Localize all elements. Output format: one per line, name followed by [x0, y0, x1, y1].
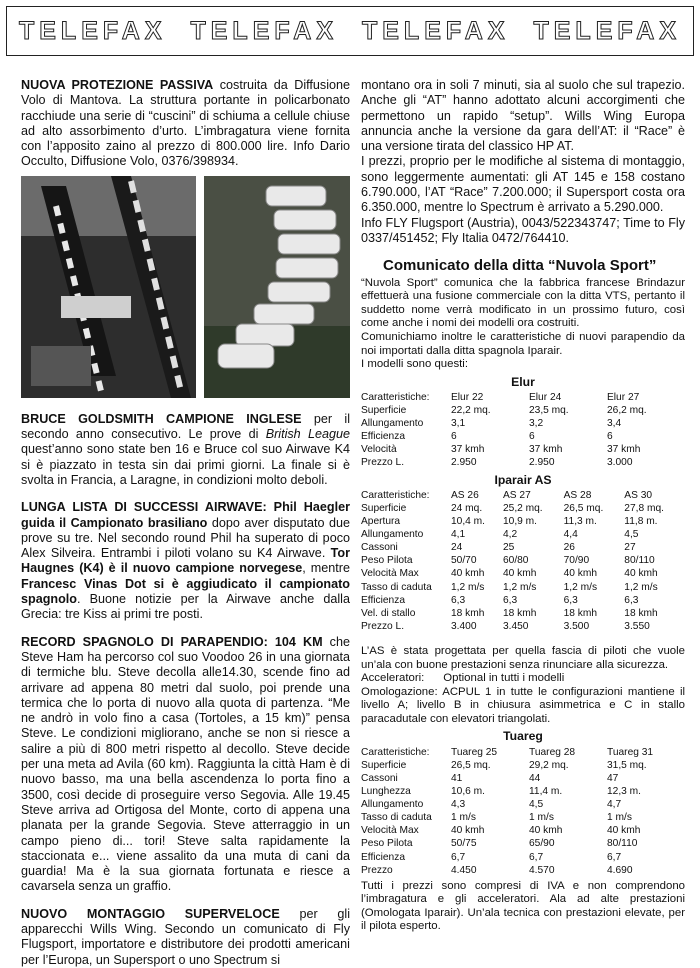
table-cell: 4,3 — [451, 799, 466, 811]
table-row — [361, 567, 685, 580]
article-headline: LUNGA LISTA DI SUCCESSI AIRWAVE: Phil Haegler guida il Campionato brasiliano — [21, 500, 350, 530]
article-text: che Steve Ham ha percorso col suo Voodoo 26 in una giornata di termiche blu. Steve decolla alle14.30, scende fino ad arrivare ad appena 80 metri dal suolo, poi prende una termica che lo porta di nuovo alla quota di partenza. “Me ne andrò in volo fino a casa (Tortoles, a 15 km)” pensa Steve. Le condizioni migliorano, anche se non si riesce a salire a più di 800 metri rispetto al decollo. Steve decide per una meta ad Avila (60 km). Raggiunta la città Ham è di nuovo basso, ma una bella ascendenza lo porta fino a 3500, così decide di proseguire verso Segovia. Alle 19.45 Steve arriva ad Ortigosa del Monte, corto di appena una planata per la grande Segovia. Steve atterraggio in un campo pieno di... tori! Steve salta rapidamente la staccionata e... viene assalito da una muta di cani da guardia! Ma è la sua giornata fortunata e riesce a cavarsela senza un graffio. — [21, 634, 350, 894]
row-label: Velocità — [361, 444, 397, 456]
article-bold: Francesc Vinas Dot si è aggiudicato il campionato spagnolo — [21, 576, 350, 607]
table-cell: 37 kmh — [607, 444, 641, 456]
table-cell: AS 26 — [451, 489, 479, 501]
table-cell: 6,3 — [624, 594, 639, 606]
table-cell: 3.550 — [624, 620, 650, 632]
paragraph: Acceleratori: Optional in tutti i modelli — [361, 672, 565, 685]
row-label: Allungamento — [361, 529, 424, 541]
table-row — [361, 417, 685, 430]
table-cell: 6,3 — [563, 594, 578, 606]
harness-photo — [21, 176, 196, 398]
table-row — [361, 824, 685, 837]
table-cell: 37 kmh — [529, 444, 563, 456]
table-cell: AS 27 — [502, 489, 531, 501]
table-cell: 70/90 — [563, 555, 590, 567]
table-row — [361, 811, 685, 824]
row-label: Vel. di stallo — [361, 607, 416, 619]
table-cell: 29,2 mq. — [529, 759, 569, 771]
table-cell: 41 — [451, 772, 463, 784]
table-cell: 3,2 — [529, 418, 544, 430]
article-headline: BRUCE GOLDSMITH CAMPIONE INGLESE — [21, 411, 302, 426]
row-label: Peso Pilota — [361, 838, 413, 850]
table-cell: 6,7 — [529, 851, 544, 863]
table-cell: 40 kmh — [607, 825, 641, 837]
iparair-table — [361, 489, 685, 633]
table-row — [361, 620, 685, 633]
table-row — [361, 581, 685, 594]
table-cell: 11,8 m. — [624, 516, 658, 528]
table-cell: 26,5 mq. — [451, 759, 491, 771]
paragraph: montano ora in soli 7 minuti, sia al suolo che sul trapezio. Anche gli “AT” hanno adottato alcuni accorgimenti che permettono un rapido “setup”. Wills Wing Europa annuncia anche la versione da gara dell’AT: il “Race” è una versione tirata del classico HP AT. — [361, 78, 685, 154]
table-title: Iparair AS — [494, 472, 552, 487]
masthead-word: TELEFAX — [533, 16, 681, 45]
table-cell: 3.450 — [502, 620, 529, 632]
table-cell: 47 — [607, 772, 619, 784]
table-cell: 4,5 — [529, 799, 544, 811]
table-row — [361, 864, 685, 877]
article-text: quest’anno sono state ben 16 e Bruce col suo Airwave K4 si è piazzato in testa sin dai primi giorni. La finale si è svolta in Francia, a Laragne, in condizioni molto deboli. — [21, 442, 350, 487]
table-cell: 50/75 — [451, 838, 477, 850]
row-label: Tasso di caduta — [361, 581, 432, 593]
tuareg-table — [361, 746, 685, 877]
table-cell: 1 m/s — [451, 812, 476, 824]
article-goldsmith — [21, 412, 350, 488]
table-cell: 80/110 — [607, 838, 638, 850]
table-cell: 1,2 m/s — [624, 581, 658, 593]
table-row — [361, 541, 685, 554]
row-label: Allungamento — [361, 799, 424, 811]
table-cell: 26 — [563, 542, 575, 554]
paragraph: Tutti i prezzi sono compresi di IVA e non comprendono l’imbragatura e gli acceleratori. Ala ad alte prestazioni (Omologata Iparair). Un’ala tecnica con prestazioni elevate, per il pilota esperto. — [361, 879, 685, 932]
table-cell: 1,2 m/s — [502, 581, 537, 593]
table-cell: 6,7 — [607, 851, 622, 863]
table-cell: Tuareg 28 — [529, 746, 576, 758]
table-cell: 24 mq. — [451, 502, 483, 514]
table-cell: 60/80 — [502, 555, 529, 567]
article-headline: NUOVO MONTAGGIO SUPERVELOCE — [21, 906, 280, 921]
table-cell: 10,6 m. — [451, 786, 485, 798]
row-label: Cassoni — [361, 772, 398, 784]
table-row — [361, 443, 685, 456]
table-cell: 3.400 — [451, 620, 477, 632]
table-cell: 18 kmh — [451, 607, 485, 619]
article-text: . Buone notizie per la Airwave anche dalla Grecia: tre Kiss ai primi tre posti. — [21, 592, 350, 622]
row-label: Cassoni — [361, 542, 398, 554]
table-cell: 4,5 — [624, 529, 639, 541]
paragraph: Comunichiamo inoltre le caratteristiche di nuovi parapendio da noi importati dalla ditta spagnola Iparair. — [361, 330, 685, 357]
article-record — [21, 635, 350, 895]
table-cell: 4.690 — [607, 864, 633, 876]
table-cell: 12,3 m. — [607, 786, 641, 798]
table-cell: 4,4 — [563, 529, 578, 541]
row-label: Superficie — [361, 759, 407, 771]
table-cell: 18 kmh — [502, 607, 537, 619]
paragraph: “Nuvola Sport” comunica che la fabbrica francese Brindazur effettuerà una fusione commerciale con la ditta VTS, pertanto il suddetto nome verrà modificato in un prossimo futuro, così come anche i nomi dei modelli ora costruiti. — [361, 276, 685, 330]
article-airwave — [21, 500, 350, 622]
row-label: Superficie — [361, 502, 407, 514]
table-row — [361, 489, 685, 502]
table-cell: AS 30 — [624, 489, 653, 501]
table-cell: 6 — [451, 431, 457, 443]
table-cell: 24 — [451, 542, 463, 554]
table-cell: 6,3 — [451, 594, 466, 606]
masthead-word: TELEFAX — [18, 16, 167, 45]
table-cell: 40 kmh — [624, 568, 658, 580]
article-text: , mentre — [302, 561, 350, 576]
table-cell: 65/90 — [529, 838, 555, 850]
table-cell: 6,3 — [502, 594, 518, 606]
table-cell: 2.950 — [529, 457, 555, 469]
table-cell: 40 kmh — [451, 825, 485, 837]
row-label: Prezzo L. — [361, 457, 405, 469]
table-row — [361, 746, 685, 759]
right-column — [361, 78, 685, 933]
masthead-word: TELEFAX — [190, 16, 338, 45]
table-cell: 25,2 mq. — [502, 502, 543, 514]
row-label: Allungamento — [361, 418, 424, 430]
left-column — [21, 78, 350, 968]
table-cell: 18 kmh — [563, 607, 598, 619]
article-italic: British League — [265, 427, 350, 442]
table-cell: 44 — [529, 772, 541, 784]
row-label: Efficienza — [361, 431, 405, 443]
row-label: Apertura — [361, 516, 401, 528]
article-text: per il secondo anno consecutivo. Le prove di — [21, 411, 350, 442]
foam-cushion-photo — [204, 176, 350, 398]
table-cell: 1 m/s — [529, 812, 554, 824]
table-cell: 6 — [529, 431, 535, 443]
table-row — [361, 837, 685, 850]
table-row — [361, 785, 685, 798]
row-label: Lunghezza — [361, 786, 411, 798]
photo-strip — [21, 176, 350, 398]
table-row — [361, 456, 685, 469]
table-cell: 40 kmh — [563, 568, 598, 580]
table-cell: 10,4 m. — [451, 516, 485, 528]
table-cell: 4,1 — [451, 529, 466, 541]
table-row — [361, 515, 685, 528]
table-row — [361, 594, 685, 607]
table-cell: 3.000 — [607, 457, 633, 469]
article-headline: RECORD SPAGNOLO DI PARAPENDIO: 104 KM — [21, 634, 323, 649]
article-text: per gli apparecchi Wills Wing. Secondo un comunicato di Fly Flugsport, importatore e distributore dei prodotti americani per l’Europa, un Supersport o uno Spectrum si — [21, 906, 350, 967]
table-cell: 40 kmh — [502, 568, 537, 580]
table-cell: 40 kmh — [451, 568, 485, 580]
article-text: costruita da Diffusione Volo di Mantova. La struttura portante in policarbonato racchiude una serie di “cuscini” di schiuma a cellule chiuse ad alto assorbimento d’urto. L’imbragatura viene fornita con l’apposito zaino al prezzo di 800.000 lire. Info Dario Occulto, Diffusione Volo, 0376/398934. — [21, 78, 350, 169]
row-label: Caratteristiche: — [361, 489, 430, 501]
table-row — [361, 554, 685, 567]
table-cell: 26,5 mq. — [563, 502, 604, 514]
table-cell: 3,4 — [607, 418, 622, 430]
paragraph: I prezzi, proprio per le modifiche al sistema di montaggio, sono leggermente aumentati: gli AT 145 e 158 costano 6.790.000, l’AT “Race” 7.200.000; il Supersport costa ora 6.350.000, mentre lo Spectrum è arrivato a 5.290.000. — [361, 154, 685, 215]
table-cell: 25 — [502, 542, 515, 554]
table-title: Tuareg — [503, 729, 543, 744]
table-cell: 50/70 — [451, 555, 477, 567]
table-row — [361, 404, 685, 417]
paragraph: Info FLY Flugsport (Austria), 0043/522343747; Time to Fly 0337/451452; Fly Italia 0472/764410. — [361, 215, 685, 245]
table-row — [361, 391, 685, 404]
table-row — [361, 851, 685, 864]
article-bold: Tor Haugnes (K4) è il nuovo campione norvegese — [21, 546, 350, 576]
table-cell: 3.500 — [563, 620, 590, 632]
table-cell: 22,2 mq. — [451, 405, 491, 417]
table-cell: 23,5 mq. — [529, 405, 569, 417]
article-montaggio — [21, 907, 350, 968]
table-cell: 18 kmh — [624, 607, 658, 619]
table-row — [361, 759, 685, 772]
table-cell: 2.950 — [451, 457, 477, 469]
article-headline: NUOVA PROTEZIONE PASSIVA — [21, 78, 214, 92]
paragraph: Omologazione: ACPUL 1 in tutte le configurazioni mantiene il livello A; livello B in chiusura asimmetrica e C in stallo paracadutale con elevatori triangolati. — [361, 685, 685, 725]
table-cell: 6 — [607, 431, 613, 443]
table-cell: 26,2 mq. — [607, 405, 647, 417]
row-label: Caratteristiche: — [361, 746, 430, 758]
table-cell: 6,7 — [451, 851, 466, 863]
table-title: Elur — [511, 374, 535, 389]
table-cell: 11,4 m. — [529, 786, 563, 798]
table-cell: 1,2 m/s — [451, 581, 485, 593]
table-cell: 11,3 m. — [563, 516, 597, 528]
row-label: Prezzo — [361, 864, 393, 876]
table-cell: Tuareg 31 — [607, 746, 654, 758]
row-label: Efficienza — [361, 594, 405, 606]
section-heading: Comunicato della ditta “Nuvola Sport” — [383, 257, 657, 275]
row-label: Superficie — [361, 405, 407, 417]
article-protezione-passiva — [21, 78, 350, 170]
table-row — [361, 798, 685, 811]
table-cell: Elur 27 — [607, 392, 640, 404]
table-cell: 27,8 mq. — [624, 502, 664, 514]
elur-table — [361, 391, 685, 470]
paragraph: I modelli sono questi: — [361, 358, 469, 371]
table-row — [361, 430, 685, 443]
table-cell: 1,2 m/s — [563, 581, 598, 593]
table-cell: 4,2 — [502, 529, 518, 541]
masthead-word: TELEFAX — [361, 16, 510, 45]
table-cell: 10,9 m. — [502, 516, 537, 528]
table-cell: 31,5 mq. — [607, 759, 647, 771]
table-cell: 40 kmh — [529, 825, 563, 837]
row-label: Peso Pilota — [361, 555, 413, 567]
row-label: Prezzo L. — [361, 620, 405, 632]
table-row — [361, 528, 685, 541]
table-cell: 37 kmh — [451, 444, 485, 456]
paragraph: L’AS è stata progettata per quella fascia di piloti che vuole un’ala con buone prestazioni senza rinunciare alla sicurezza. — [361, 644, 685, 671]
table-row — [361, 607, 685, 620]
row-label: Efficienza — [361, 851, 405, 863]
table-cell: AS 28 — [563, 489, 592, 501]
table-cell: 4.450 — [451, 864, 477, 876]
table-cell: 3,1 — [451, 418, 466, 430]
row-label: Velocità Max — [361, 568, 419, 580]
table-cell: 1 m/s — [607, 812, 632, 824]
table-cell: 4.570 — [529, 864, 555, 876]
table-cell: Elur 22 — [451, 392, 484, 404]
row-label: Velocità Max — [361, 825, 419, 837]
table-cell: Tuareg 25 — [451, 746, 498, 758]
article-text: dopo aver disputato due prove su tre. Nel secondo round Phil ha superato di poco Alex Silveira. Entrambi i piloti volano su K4 Airwave. — [21, 515, 350, 561]
masthead — [6, 6, 694, 56]
table-row — [361, 772, 685, 785]
table-cell: 4,7 — [607, 799, 622, 811]
row-label: Tasso di caduta — [361, 812, 432, 824]
row-label: Caratteristiche: — [361, 392, 430, 404]
table-cell: Elur 24 — [529, 392, 562, 404]
table-cell: 80/110 — [624, 555, 655, 567]
table-row — [361, 502, 685, 515]
table-cell: 27 — [624, 542, 636, 554]
